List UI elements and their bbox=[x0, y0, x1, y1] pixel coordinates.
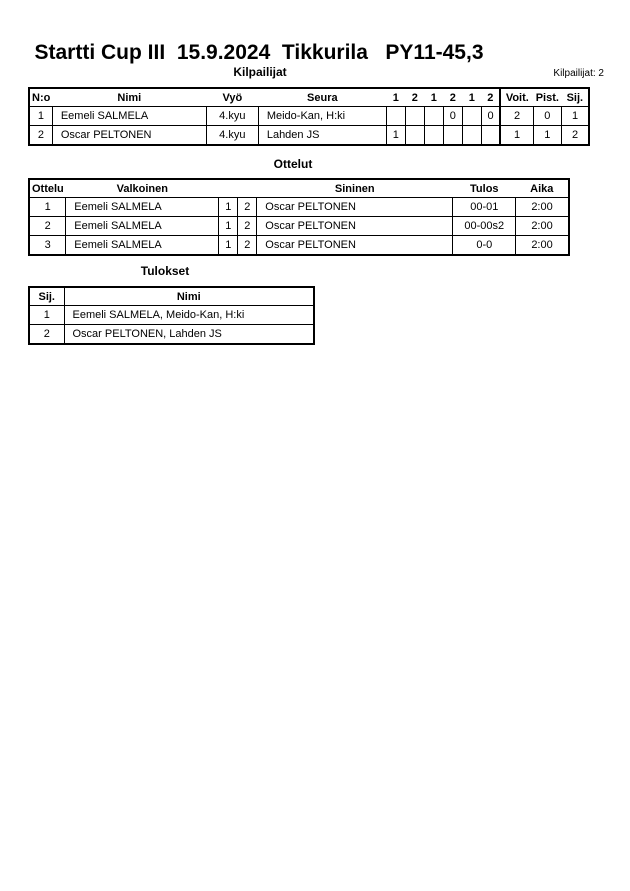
col-header-tulos: Tulos bbox=[453, 179, 516, 198]
cell-tulos: 0-0 bbox=[453, 236, 516, 256]
cell-tulos: 00-00s2 bbox=[453, 217, 516, 236]
col-header-no: N:o bbox=[29, 88, 52, 107]
col-header-valkoinen: Valkoinen bbox=[66, 179, 219, 198]
cell-vyo: 4.kyu bbox=[206, 107, 258, 126]
cell-voit: 2 bbox=[500, 107, 533, 126]
col-header-match1: 1 bbox=[386, 88, 405, 107]
col-header-nimi: Nimi bbox=[64, 287, 314, 306]
cell-sij: 2 bbox=[29, 325, 64, 345]
cell-score bbox=[462, 107, 481, 126]
cell-score bbox=[462, 126, 481, 146]
col-header-sininen: Sininen bbox=[257, 179, 453, 198]
cell-white-no: 1 bbox=[219, 198, 238, 217]
cell-seura: Meido-Kan, H:ki bbox=[258, 107, 386, 126]
cell-ottelu: 2 bbox=[29, 217, 66, 236]
cell-nimi: Eemeli SALMELA, Meido-Kan, H:ki bbox=[64, 306, 314, 325]
cell-ottelu: 3 bbox=[29, 236, 66, 256]
col-header-pist: Pist. bbox=[533, 88, 561, 107]
tulokset-table bbox=[28, 286, 315, 345]
cell-white-no: 1 bbox=[219, 236, 238, 256]
cell-sij: 1 bbox=[561, 107, 589, 126]
competitor-row bbox=[29, 126, 589, 146]
col-header-match6: 2 bbox=[481, 88, 500, 107]
cell-no: 1 bbox=[29, 107, 52, 126]
cell-aika: 2:00 bbox=[516, 236, 569, 256]
cell-score bbox=[424, 107, 443, 126]
cell-score bbox=[424, 126, 443, 146]
col-header-blue-no bbox=[238, 179, 257, 198]
result-row bbox=[29, 325, 314, 345]
cell-tulos: 00-01 bbox=[453, 198, 516, 217]
col-header-ottelu: Ottelu bbox=[29, 179, 66, 198]
ottelut-table bbox=[28, 178, 570, 256]
kilpailijat-table bbox=[28, 87, 590, 146]
ottelut-header-row bbox=[29, 179, 569, 198]
cell-score bbox=[405, 107, 424, 126]
cell-ottelu: 1 bbox=[29, 198, 66, 217]
cell-blue-no: 2 bbox=[238, 198, 257, 217]
cell-vyo: 4.kyu bbox=[206, 126, 258, 146]
cell-white-no: 1 bbox=[219, 217, 238, 236]
cell-voit: 1 bbox=[500, 126, 533, 146]
col-header-sij: Sij. bbox=[561, 88, 589, 107]
ottelut-heading: Ottelut bbox=[273, 157, 313, 171]
cell-score: 0 bbox=[481, 107, 500, 126]
cell-no: 2 bbox=[29, 126, 52, 146]
cell-sininen: Oscar PELTONEN bbox=[257, 198, 453, 217]
result-row bbox=[29, 306, 314, 325]
tulokset-heading: Tulokset bbox=[140, 264, 190, 278]
cell-nimi: Oscar PELTONEN, Lahden JS bbox=[64, 325, 314, 345]
cell-pist: 0 bbox=[533, 107, 561, 126]
col-header-match4: 2 bbox=[443, 88, 462, 107]
cell-aika: 2:00 bbox=[516, 198, 569, 217]
cell-score bbox=[443, 126, 462, 146]
cell-score bbox=[386, 107, 405, 126]
tulokset-header-row bbox=[29, 287, 314, 306]
cell-blue-no: 2 bbox=[238, 236, 257, 256]
col-header-match3: 1 bbox=[424, 88, 443, 107]
col-header-aika: Aika bbox=[516, 179, 569, 198]
competitor-row bbox=[29, 107, 589, 126]
match-row bbox=[29, 198, 569, 217]
match-row bbox=[29, 236, 569, 256]
cell-sininen: Oscar PELTONEN bbox=[257, 217, 453, 236]
col-header-nimi: Nimi bbox=[52, 88, 206, 107]
col-header-match5: 1 bbox=[462, 88, 481, 107]
cell-score bbox=[481, 126, 500, 146]
kilpailijat-header-row bbox=[29, 88, 589, 107]
cell-nimi: Eemeli SALMELA bbox=[52, 107, 206, 126]
cell-sininen: Oscar PELTONEN bbox=[257, 236, 453, 256]
col-header-match2: 2 bbox=[405, 88, 424, 107]
cell-score bbox=[405, 126, 424, 146]
col-header-sij: Sij. bbox=[29, 287, 64, 306]
cell-blue-no: 2 bbox=[238, 217, 257, 236]
competitor-count: Kilpailijat: 2 bbox=[553, 68, 604, 79]
cell-valkoinen: Eemeli SALMELA bbox=[66, 198, 219, 217]
cell-sij: 1 bbox=[29, 306, 64, 325]
cell-score: 1 bbox=[386, 126, 405, 146]
cell-valkoinen: Eemeli SALMELA bbox=[66, 236, 219, 256]
page-subtitle: Kilpailijat bbox=[233, 65, 287, 79]
col-header-seura: Seura bbox=[258, 88, 386, 107]
cell-aika: 2:00 bbox=[516, 217, 569, 236]
cell-sij: 2 bbox=[561, 126, 589, 146]
col-header-white-no bbox=[219, 179, 238, 198]
cell-pist: 1 bbox=[533, 126, 561, 146]
cell-seura: Lahden JS bbox=[258, 126, 386, 146]
cell-valkoinen: Eemeli SALMELA bbox=[66, 217, 219, 236]
cell-score: 0 bbox=[443, 107, 462, 126]
match-row bbox=[29, 217, 569, 236]
page-title: Startti Cup III 15.9.2024 Tikkurila PY11-45,3 bbox=[34, 41, 484, 64]
cell-nimi: Oscar PELTONEN bbox=[52, 126, 206, 146]
col-header-vyo: Vyö bbox=[206, 88, 258, 107]
col-header-voit: Voit. bbox=[500, 88, 533, 107]
